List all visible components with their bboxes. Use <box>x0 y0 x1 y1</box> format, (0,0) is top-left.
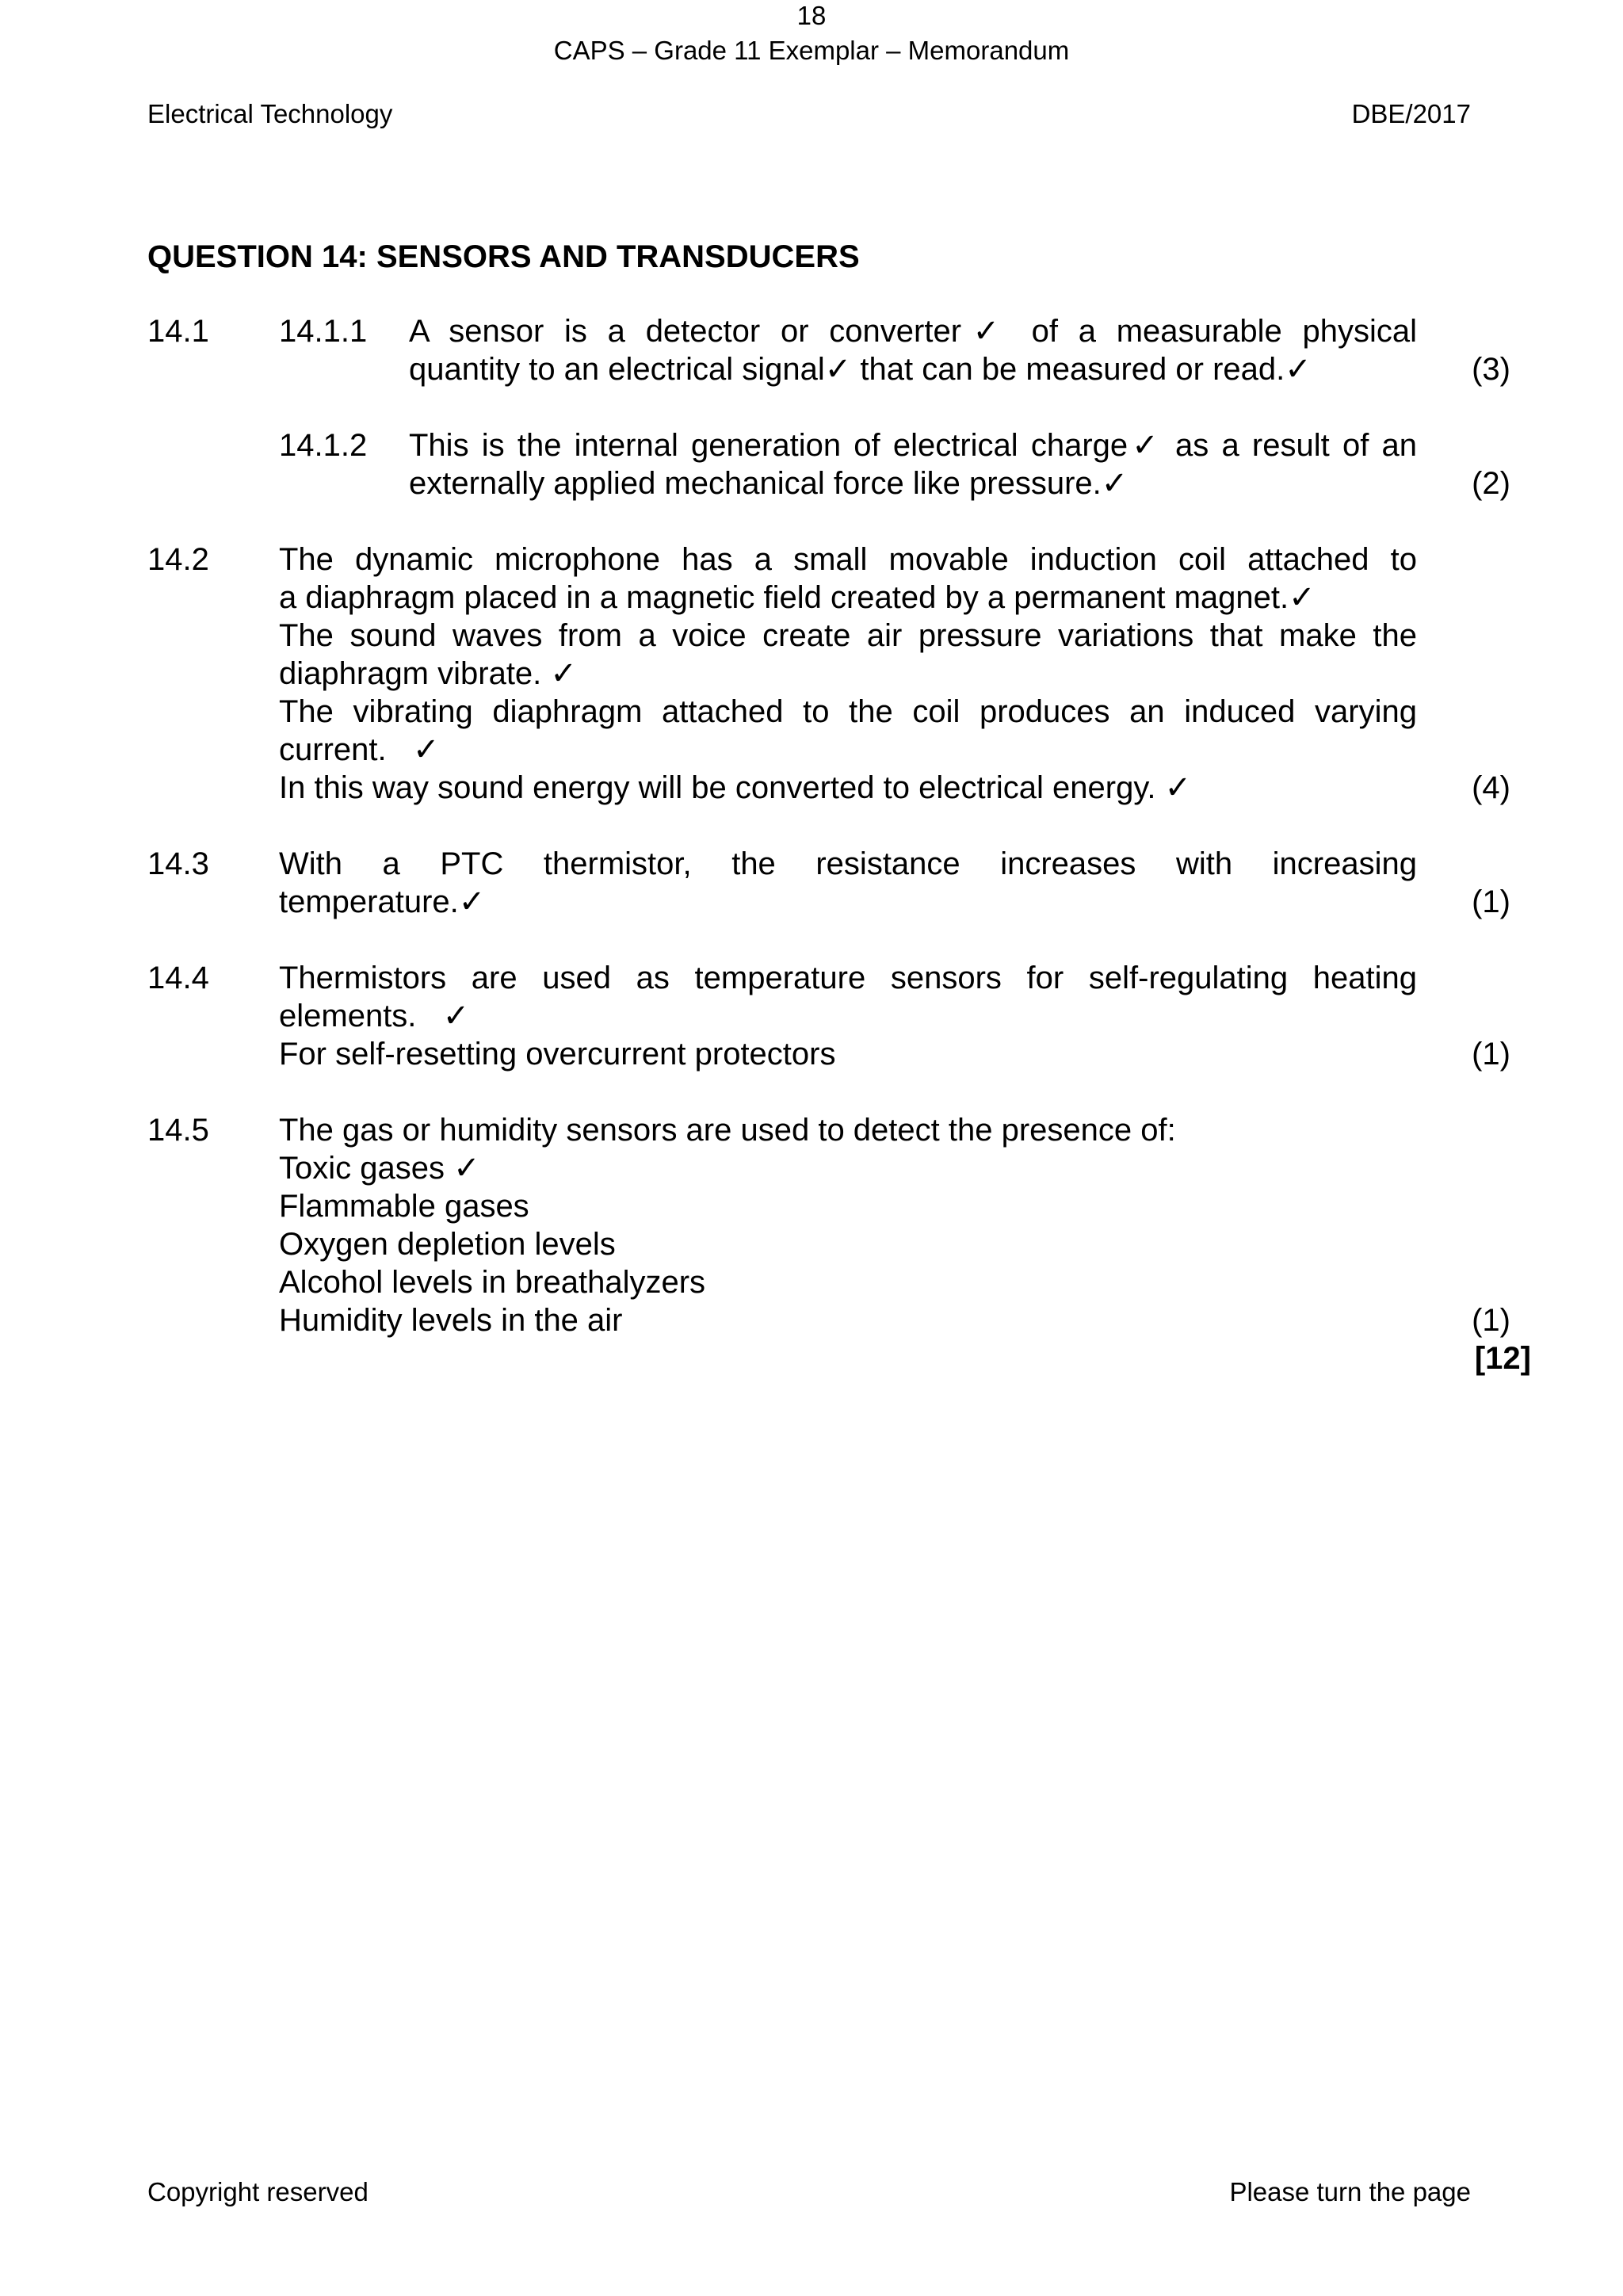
answer-line: current. ✓ <box>279 732 440 767</box>
list-item: Oxygen depletion levels <box>279 1227 616 1262</box>
marks: (4) <box>1472 770 1510 805</box>
answer-text <box>409 426 1417 502</box>
answer-text <box>279 541 1417 807</box>
list-item: Alcohol levels in breathalyzers <box>279 1265 706 1300</box>
question-number: 14.2 <box>147 542 209 577</box>
header-center <box>0 0 1623 67</box>
answer-line: elements. ✓ <box>279 999 470 1033</box>
answer-line: This is the internal generation of electrical charge✓ as a result of an <box>409 428 1417 463</box>
marks: (1) <box>1472 884 1510 919</box>
marks: (1) <box>1472 1303 1510 1338</box>
answer-line: externally applied mechanical force like pressure.✓ <box>409 466 1128 501</box>
answer-text <box>279 1111 1417 1339</box>
list-item: Humidity levels in the air <box>279 1303 623 1338</box>
question-number: 14.3 <box>147 846 209 881</box>
answer-text <box>279 959 1417 1073</box>
answer-line: In this way sound energy will be converted to electrical energy. ✓ <box>279 770 1192 805</box>
question-total: [12] <box>1474 1341 1531 1376</box>
answer-line: diaphragm vibrate. ✓ <box>279 656 577 691</box>
answer-line: The gas or humidity sensors are used to detect the presence of: <box>279 1113 1176 1148</box>
question-number: 14.4 <box>147 961 209 995</box>
answer-line: a diaphragm placed in a magnetic field created by a permanent magnet.✓ <box>279 580 1316 615</box>
list-item: Flammable gases <box>279 1189 529 1224</box>
header-code: DBE/2017 <box>1351 99 1471 128</box>
header-subtitle: CAPS – Grade 11 Exemplar – Memorandum <box>553 36 1070 65</box>
answer-line: The dynamic microphone has a small movable induction coil attached to <box>279 542 1417 577</box>
sub-question-number: 14.1.1 <box>279 314 368 349</box>
footer-turn-page: Please turn the page <box>1229 2177 1471 2206</box>
page-number: 18 <box>796 1 827 30</box>
marks: (2) <box>1472 466 1510 501</box>
footer-copyright: Copyright reserved <box>147 2177 369 2206</box>
answer-text <box>279 845 1417 921</box>
answer-line: The vibrating diaphragm attached to the coil produces an induced varying <box>279 694 1417 729</box>
answer-line: A sensor is a detector or converter✓ of a measurable physical <box>409 314 1417 349</box>
answer-line: The sound waves from a voice create air pressure variations that make the <box>279 618 1417 653</box>
answer-line: temperature.✓ <box>279 884 486 919</box>
answer-text <box>409 312 1417 388</box>
question-number: 14.5 <box>147 1113 209 1148</box>
answer-line: For self-resetting overcurrent protectors <box>279 1037 836 1072</box>
question-number: 14.1 <box>147 314 209 349</box>
list-item: Toxic gases ✓ <box>279 1151 480 1186</box>
sub-question-number: 14.1.2 <box>279 428 368 463</box>
answer-line: Thermistors are used as temperature sensors for self-regulating heating <box>279 961 1417 995</box>
answer-line: With a PTC thermistor, the resistance increases with increasing <box>279 846 1417 881</box>
question-title: QUESTION 14: SENSORS AND TRANSDUCERS <box>147 239 860 274</box>
header-subject: Electrical Technology <box>147 99 393 128</box>
answer-line: quantity to an electrical signal✓ that can be measured or read.✓ <box>409 352 1312 387</box>
marks: (3) <box>1472 352 1510 387</box>
marks: (1) <box>1472 1037 1510 1072</box>
